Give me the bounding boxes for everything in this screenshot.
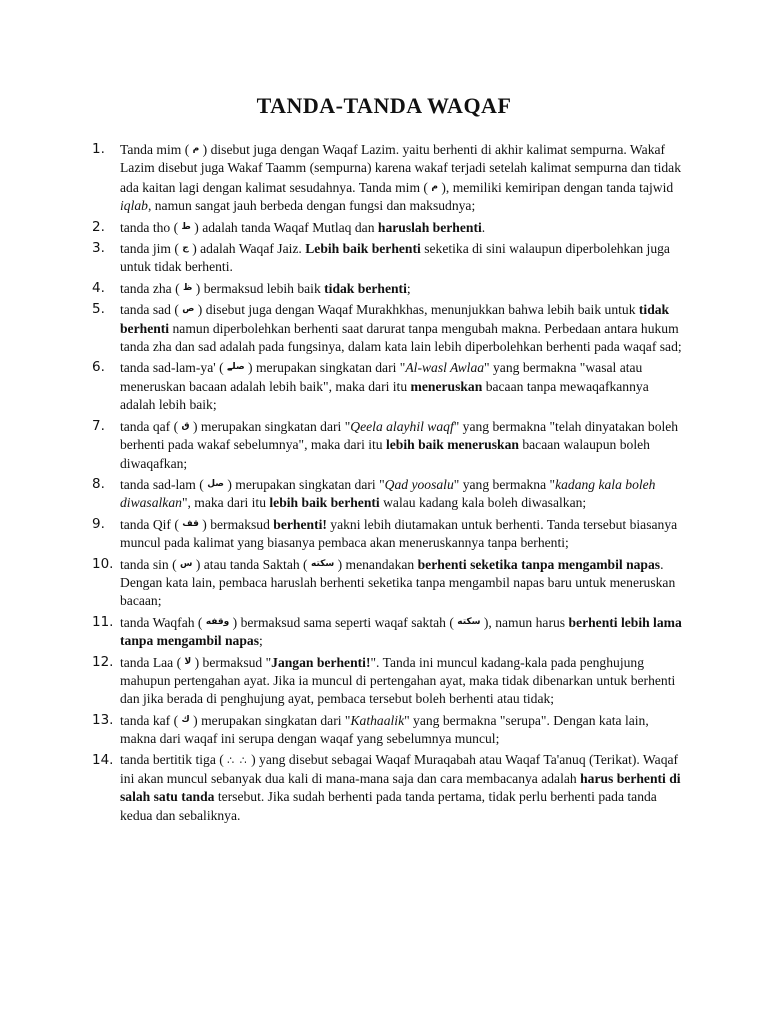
text-segment: ", maka dari itu <box>181 495 270 511</box>
text-segment: ), namun harus <box>480 614 569 630</box>
text-segment: bacaan walaupun boleh diwaqafkan; <box>120 437 650 471</box>
text-segment: ) adalah tanda Waqaf Mutlaq dan <box>190 219 378 235</box>
bold-text: harus berhenti di salah satu tanda <box>120 771 681 805</box>
text-segment: tanda zha ( <box>120 280 184 296</box>
list-item-number: 11. <box>92 613 114 630</box>
list-item-number: 14. <box>92 751 114 768</box>
bold-text: berhenti seketika tanpa mengambil napas <box>417 556 661 572</box>
text-segment: tersebut. Jika sudah berhenti pada tanda pertama, tidak perlu berhenti pada tanda kedua dan sebaliknya. <box>120 789 657 823</box>
list-item <box>92 711 682 749</box>
italic-text: Kathaalik <box>350 712 405 728</box>
text-segment: tanda sin ( <box>120 556 181 572</box>
list-item <box>92 751 682 826</box>
bold-text: haruslah berhenti <box>377 219 482 235</box>
text-segment: , namun sangat jauh berbeda dengan fungsi dan maksudnya; <box>147 198 476 214</box>
list-item <box>92 218 682 237</box>
arabic-waqf-sign: م <box>192 144 200 154</box>
list-item-number: 1. <box>92 141 105 157</box>
arabic-waqf-sign: س <box>180 558 193 569</box>
italic-text: Qad yoosalu <box>384 476 454 492</box>
text-segment: " yang bermakna " <box>453 476 556 492</box>
bold-text: lebih baik berhenti <box>269 495 380 511</box>
bold-text: Lebih baik berhenti <box>305 241 421 257</box>
text-segment: Tanda mim ( <box>120 142 193 157</box>
list-item <box>92 279 682 298</box>
text-segment: ) bermaksud sama seperti waqaf saktah ( <box>229 614 458 630</box>
text-segment: ), memiliki kemiripan dengan tanda tajwid <box>437 179 674 195</box>
text-segment: tanda tho ( <box>120 219 182 235</box>
text-segment: tanda bertitik tiga ( <box>120 751 228 767</box>
text-segment: tanda Waqfah ( <box>120 614 206 630</box>
text-segment: tanda Laa ( <box>120 654 185 670</box>
list-item <box>92 140 682 216</box>
bold-text: meneruskan <box>410 378 483 394</box>
text-segment: ) adalah Waqaf Jaiz. <box>188 241 306 257</box>
list-item-number: 9. <box>92 515 105 532</box>
bold-text: tidak berhenti <box>120 302 670 336</box>
arabic-waqf-sign: سكته <box>457 616 481 627</box>
list-item <box>92 653 682 709</box>
arabic-waqf-sign: ك <box>181 714 190 725</box>
text-segment: yakni lebih diutamakan untuk berhenti. Tanda tersebut biasanya muncul pada kalimat yang biasanya pembaca akan meneruskannya tanpa berhenti; <box>120 516 678 551</box>
list-item-number: 5. <box>92 301 105 318</box>
text-segment: namun diperbolehkan berhenti saat darurat tanpa mengubah makna. Perbedaan antara hukum tanda zha dan sad adalah pada fungsinya, dalam kata lain lebih diperbolehkan berhenti pada waqaf sad; <box>120 320 682 355</box>
text-segment: ) atau tanda Saktah ( <box>192 556 311 572</box>
text-segment: ; <box>259 633 263 649</box>
text-segment: tanda Qif ( <box>120 516 183 532</box>
list-item <box>92 515 682 553</box>
arabic-waqf-sign: لا <box>184 656 192 667</box>
list-item-number: 2. <box>92 218 105 235</box>
arabic-waqf-sign: ط <box>181 221 191 232</box>
text-segment: walau kadang kala boleh diwasalkan; <box>379 495 587 511</box>
list-item <box>92 358 682 414</box>
list-item-number: 6. <box>92 359 105 376</box>
list-item-number: 3. <box>92 240 105 257</box>
text-segment: tanda sad-lam ( <box>120 476 208 492</box>
text-segment: ) bermaksud " <box>191 654 272 670</box>
text-segment: ) menandakan <box>334 556 418 572</box>
document-title: TANDA-TANDA WAQAF <box>256 93 512 118</box>
text-segment: ) disebut juga dengan Waqaf Murakhkhas, menunjukkan bahwa lebih baik untuk <box>194 302 639 318</box>
text-segment: ) bermaksud lebih baik <box>192 280 325 296</box>
arabic-waqf-sign: قف <box>182 518 199 529</box>
text-segment: ) merupakan singkatan dari " <box>223 476 385 492</box>
text-segment: ) merupakan singkatan dari " <box>189 418 351 434</box>
text-segment: " yang bermakna "wasal atau meneruskan bacaan adalah lebih baik", maka dari itu <box>120 360 643 394</box>
text-segment: ) merupakan singkatan dari " <box>244 360 406 376</box>
arabic-waqf-sign: ص <box>182 304 195 315</box>
list-item-number: 4. <box>92 279 105 296</box>
text-segment: . Dengan kata lain, pembaca haruslah berhenti seketika tanpa mengambil napas baru untuk meneruskan bacaan; <box>120 556 676 609</box>
text-segment: tanda qaf ( <box>120 418 182 434</box>
italic-text: kadang kala boleh diwasalkan <box>120 476 656 511</box>
arabic-waqf-sign: وقفه <box>205 616 230 627</box>
text-segment: ) bermaksud <box>198 516 274 532</box>
text-segment: ; <box>406 280 411 296</box>
list-item-number: 7. <box>92 417 105 434</box>
list-item <box>92 555 682 611</box>
text-segment: seketika di sini walaupun diperbolehkan juga untuk tidak berhenti. <box>120 241 670 275</box>
bold-text: Jangan berhenti! <box>271 654 371 670</box>
bold-text: lebih baik meneruskan <box>386 437 519 453</box>
bold-text: tidak berhenti <box>324 280 407 296</box>
list-item <box>92 475 682 513</box>
bold-text: berhenti! <box>273 516 327 532</box>
text-segment: . <box>481 219 486 235</box>
arabic-waqf-sign: ق <box>181 420 190 431</box>
italic-text: Qeela alayhil waqf <box>350 418 454 434</box>
arabic-waqf-sign: صل <box>207 478 224 489</box>
three-dots-sign: ∴ ∴ <box>227 753 248 767</box>
arabic-waqf-sign: صلے <box>227 362 245 373</box>
list-item <box>92 239 682 277</box>
text-segment: ". Tanda ini muncul kadang-kala pada penghujung mahupun pertengahan ayat. Jika ia muncul di pertengahan ayat, maka tidak dibenarkan untuk berhenti dan jika berada di penghujung ayat, pembaca tersebut boleh berhenti atau tidak; <box>120 654 676 707</box>
waqaf-list <box>92 140 682 827</box>
text-segment: tanda sad ( <box>120 302 183 318</box>
italic-text: Al-wasl Awlaa <box>405 360 485 376</box>
list-item <box>92 300 682 356</box>
list-item-number: 8. <box>92 475 105 492</box>
text-segment: tanda jim ( <box>120 241 183 257</box>
arabic-waqf-sign: م <box>431 181 438 192</box>
text-segment: ) yang disebut sebagai Waqaf Muraqabah atau Waqaf Ta'anuq (Terikat). Waqaf ini akan muncul sebanyak dua kali di mana-mana saja dan cara membacanya adalah <box>120 751 679 786</box>
italic-text: iqlab <box>120 198 148 214</box>
list-item-number: 10. <box>92 555 114 572</box>
list-item <box>92 417 682 473</box>
arabic-waqf-sign: ظ <box>183 282 193 293</box>
text-segment: bacaan tanpa mewaqafkannya adalah lebih baik; <box>120 378 649 413</box>
bold-text: berhenti lebih lama tanpa mengambil napas <box>120 614 682 649</box>
text-segment: " yang bermakna "serupa". Dengan kata lain, makna dari waqaf ini serupa dengan waqaf yang sebelumnya muncul; <box>120 712 649 747</box>
text-segment: " yang bermakna "telah dinyatakan boleh berhenti pada wakaf sebelumnya", maka dari itu <box>120 418 679 453</box>
list-item-number: 13. <box>92 711 114 728</box>
text-segment: ) disebut juga dengan Waqaf Lazim. yaitu berhenti di akhir kalimat sempurna. Wakaf Lazim disebut juga Wakaf Taamm (sempurna) karena wakaf terjadi setelah kalimat sempurna dan tidak ada kaitan lagi dengan kalimat sesudahnya. Tanda mim ( <box>120 142 681 195</box>
text-segment: ) merupakan singkatan dari " <box>189 712 351 728</box>
text-segment: tanda kaf ( <box>120 712 182 728</box>
arabic-waqf-sign: ج <box>182 243 189 254</box>
list-item <box>92 613 682 651</box>
text-segment: tanda sad-lam-ya' ( <box>120 360 227 376</box>
arabic-waqf-sign: سكته <box>310 558 335 569</box>
list-item-number: 12. <box>92 653 114 670</box>
